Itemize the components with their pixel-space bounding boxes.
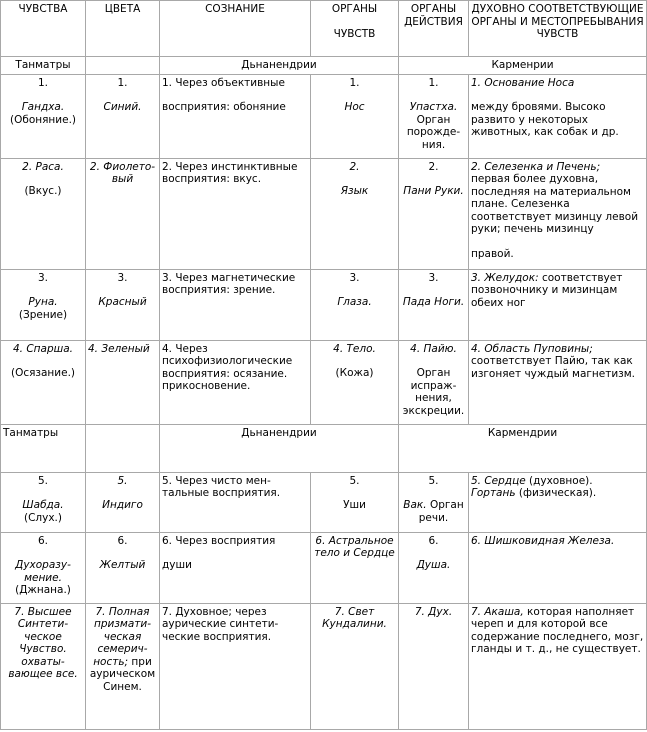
section-kamendrii: Кармендрии: [399, 424, 647, 472]
spiritual-organ-cell: 1. Основание Носа между бровями. Высоко развито у некоторых животных, как собак и др.: [469, 74, 647, 158]
consciousness-cell: 7. Духовное; через аурические синтети-ческие восприятия.: [160, 603, 311, 729]
color-cell: 1. Синий.: [86, 74, 160, 158]
sense-organ-cell: 5. Уши: [311, 472, 399, 532]
spiritual-organ-cell: 7. Акаша, которая наполняет череп и для которой все содержание последнего, мозг, гланды и т. д., не существует.: [469, 603, 647, 729]
spiritual-organ-cell: 5. Сердце (духовное). Гортань (физическая).: [469, 472, 647, 532]
spiritual-organ-cell: 2. Селезенка и Печень; первая более духовна, последняя на материальном плане. Селезенка соответствует мизинцу левой руки; печень мизинцу правой.: [469, 158, 647, 269]
action-organ-cell: 6. Душа.: [399, 532, 469, 603]
table-row: [1, 472, 647, 532]
table-row: [1, 74, 647, 158]
senses-cell: 5. Шабда. (Слух.): [1, 472, 86, 532]
section-tanmatras: Танматры: [1, 57, 86, 75]
header-sense-organs-line2: ЧУВСТВ: [333, 27, 376, 40]
section-dhnanendrii: Дьнанендрии: [160, 57, 399, 75]
header-colors: ЦВЕТА: [86, 1, 160, 57]
section-empty-cell: [86, 57, 160, 75]
header-spiritual-organs: ДУХОВНО СООТВЕТСТВУЮЩИЕ ОРГАНЫ И МЕСТОПРЕБЫВАНИЯ ЧУВСТВ: [469, 1, 647, 57]
color-cell: 6. Желтый: [86, 532, 160, 603]
header-action-organs: ОРГАНЫ ДЕЙСТВИЯ: [399, 1, 469, 57]
consciousness-cell: 1. Через объективные восприятия: обоняние: [160, 74, 311, 158]
header-sense-organs-line1: ОРГАНЫ: [331, 3, 378, 15]
spiritual-organ-cell: 3. Желудок: соответствует позвоночнику и мизинцам обеих ног: [469, 269, 647, 340]
consciousness-cell: 3. Через магнетические восприятия: зрение.: [160, 269, 311, 340]
color-cell: 3. Красный: [86, 269, 160, 340]
section-tanmatras: Танматры: [1, 424, 86, 472]
senses-cell: 3. Руна. (Зрение): [1, 269, 86, 340]
color-cell: 7. Полная призмати-ческая семерич-ность; при аурическом Синем.: [86, 603, 160, 729]
action-organ-cell: 3. Пада Ноги.: [399, 269, 469, 340]
table-row: [1, 158, 647, 269]
header-sense-organs: [311, 1, 399, 57]
action-organ-cell: 2. Пани Руки.: [399, 158, 469, 269]
header-row: [1, 1, 647, 57]
senses-cell: 6. Духоразу-мение. (Джнана.): [1, 532, 86, 603]
section-dhnanendrii: Дьнанендрии: [160, 424, 399, 472]
color-cell: 5. Индиго: [86, 472, 160, 532]
consciousness-cell: 2. Через инстинктивные восприятия: вкус.: [160, 158, 311, 269]
sense-organ-cell: 7. Свет Кундалини.: [311, 603, 399, 729]
senses-cell: 4. Спарша. (Осязание.): [1, 340, 86, 424]
action-organ-cell: 1. Упастха. Орган порожде-ния.: [399, 74, 469, 158]
color-cell: 2. Фиолето-вый: [86, 158, 160, 269]
sense-organ-cell: 3. Глаза.: [311, 269, 399, 340]
section-row-1: [1, 57, 647, 75]
spiritual-organ-cell: 4. Область Пуповины; соответствует Пайю, так как изгоняет чуждый магнетизм.: [469, 340, 647, 424]
header-consciousness: СОЗНАНИЕ: [160, 1, 311, 57]
senses-cell: 7. Высшее Синтети-ческое Чувство. охваты-вающее все.: [1, 603, 86, 729]
senses-cell: 2. Раса. (Вкус.): [1, 158, 86, 269]
sense-organ-cell: 6. Астральное тело и Сердце: [311, 532, 399, 603]
senses-cell: 1. Гандха. (Обоняние.): [1, 74, 86, 158]
spiritual-organ-cell: 6. Шишковидная Железа.: [469, 532, 647, 603]
section-row-2: [1, 424, 647, 472]
consciousness-cell: 6. Через восприятия души: [160, 532, 311, 603]
consciousness-cell: 4. Через психофизиологические восприятия: осязание. прикосновение.: [160, 340, 311, 424]
action-organ-cell: 7. Дух.: [399, 603, 469, 729]
header-senses: ЧУВСТВА: [1, 1, 86, 57]
action-organ-cell: 4. Пайю. Орган испраж-нения, экскреции.: [399, 340, 469, 424]
table-row: [1, 340, 647, 424]
color-cell: 4. Зеленый: [86, 340, 160, 424]
table-row: [1, 269, 647, 340]
table-row: [1, 532, 647, 603]
action-organ-cell: 5. Вак. Орган речи.: [399, 472, 469, 532]
sense-organ-cell: 4. Тело. (Кожа): [311, 340, 399, 424]
consciousness-cell: 5. Через чисто мен-тальные восприятия.: [160, 472, 311, 532]
section-empty-cell: [86, 424, 160, 472]
sense-organ-cell: 1. Нос: [311, 74, 399, 158]
sense-organ-cell: 2. Язык: [311, 158, 399, 269]
table-row: [1, 603, 647, 729]
section-karmendrii: Карменрии: [399, 57, 647, 75]
